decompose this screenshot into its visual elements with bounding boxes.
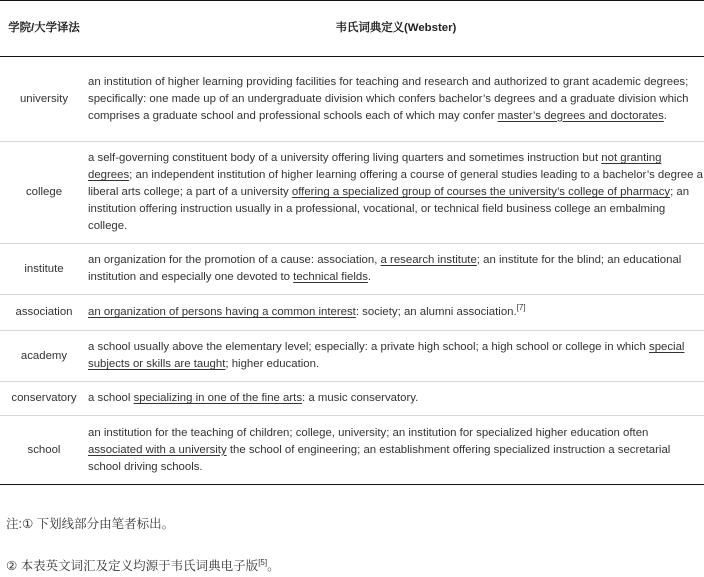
definition-text: : a music conservatory. [302,392,419,404]
definition-text: ; an independent institution of higher learning offering a course of general studies leading to a bachelor’s degree a liberal arts college; a part of a university [88,169,703,198]
definition-cell [88,244,704,295]
underlined-text: an organization of persons having a common interest [88,306,356,318]
definition-text: ; higher education. [225,358,320,370]
definition-text: an organization for the promotion of a cause: association, [88,254,381,266]
footnote-2-text: ② 本表英文词汇及定义均源于韦氏词典电子版 [6,559,259,573]
underlined-text: not granting degrees [88,152,662,181]
table-row [0,244,704,295]
term-cell: school [0,416,88,485]
definition-text: . [663,109,667,122]
underlined-text: technical fields [293,271,368,283]
table-header-row [0,1,704,57]
definition-cell [88,382,704,416]
definition-text: . [367,271,372,283]
definition-text: a self-governing constituent body of a university offering living quarters and sometimes instruction but [88,152,602,164]
term-cell: institute [0,244,88,295]
definition-text: a school usually above the elementary level; especially: a private high school; a high school or college in which [88,341,649,353]
table-row [0,331,704,382]
term-cell: association [0,295,88,331]
term-cell: college [0,142,88,244]
definition-text: ; an institute for the blind; an educational institution and especially one devoted to [88,254,682,283]
definition-text: an institution for the teaching of children; college, university; an institution for specialized higher education often [88,426,649,439]
definition-cell [88,331,704,382]
footnote-1: 注:① 下划线部分由笔者标出。 [6,517,175,531]
definition-cell [88,416,704,485]
definition-cell [88,295,704,331]
table-row [0,142,704,244]
footnote-2-end: 。 [267,559,280,573]
definition-text: : society; an alumni association. [355,306,517,318]
definition-text: a school [88,392,134,404]
underlined-text: offering a specialized group of courses the university’s college of pharmacy [291,186,671,198]
definition-text: an institution of higher learning providing facilities for teaching and research and authorized to grant academic degrees; specifically: one made up of an undergraduate division which confers bachelor’s degrees and a graduate division which comprises a graduate school and professional schools each of which may confer [88,75,689,122]
underlined-text: master’s degrees and doctorates [497,109,664,122]
footnote-2-ref: [5] [258,557,268,567]
term-cell: university [0,57,88,142]
table-row [0,57,704,142]
term-cell: conservatory [0,382,88,416]
underlined-text: specializing in one of the fine arts [133,392,303,404]
citation-ref: [7] [516,303,526,313]
underlined-text: associated with a university [88,443,227,456]
table-row [0,416,704,485]
definition-cell [88,57,704,142]
header-definition: 韦氏词典定义(Webster) [88,1,704,57]
definition-text: the school of engineering; an establishment offering specialized instruction a secretarial school driving schools. [88,443,671,473]
table-row [0,382,704,416]
underlined-text: a research institute [380,254,477,266]
definition-text: ; an institution offering instruction usually in a professional, vocational, or technical field business college an embalming college. [88,186,690,232]
table-row [0,295,704,331]
header-term: 学院/大学译法 [0,1,88,57]
definition-cell [88,142,704,244]
underlined-text: special subjects or skills are taught [88,341,685,370]
footnote-2 [6,556,280,574]
term-cell: academy [0,331,88,382]
